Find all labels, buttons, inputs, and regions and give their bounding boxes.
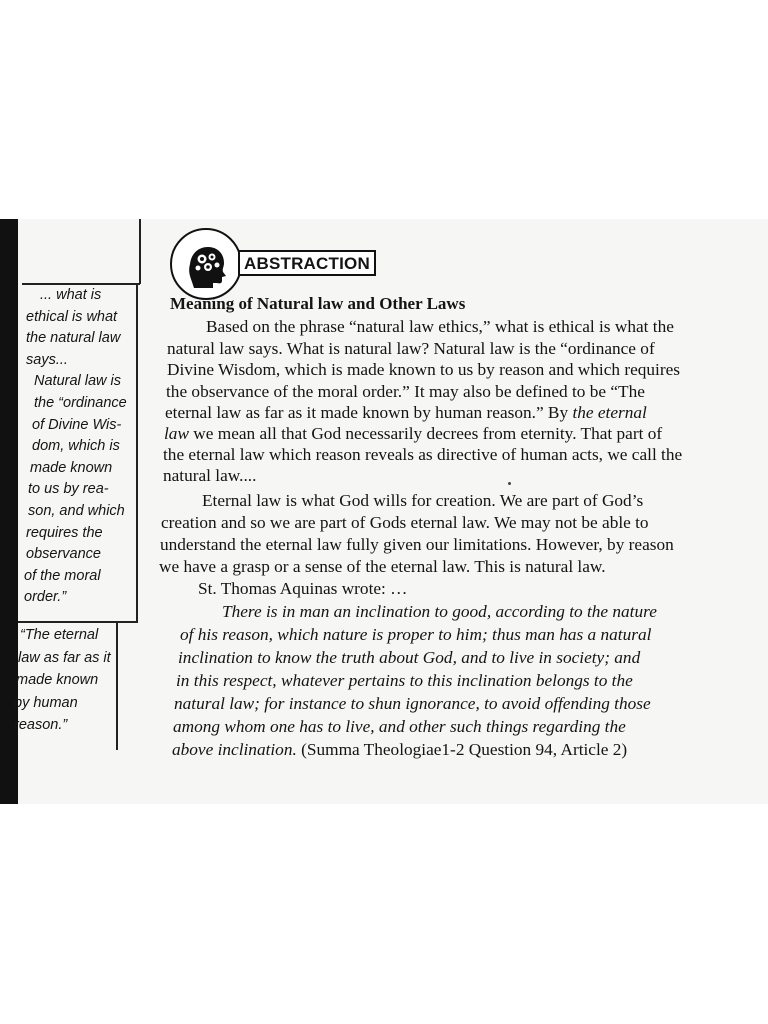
print-speck — [508, 482, 511, 485]
note-line: son, and which — [28, 502, 125, 519]
paragraph-line: Divine Wisdom, which is made known to us by reason and which requires — [167, 360, 681, 379]
quote-line — [172, 739, 627, 761]
quote-line: among whom one has to live, and other such things regarding the — [173, 717, 626, 736]
paragraph-line: natural law says. What is natural law? Natural law is the “ordinance of — [167, 339, 655, 358]
paragraph-line: understand the eternal law fully given our limitations. However, by reason — [160, 535, 674, 554]
note-line: ... what is — [40, 287, 102, 303]
note-line: Natural law is — [34, 373, 122, 390]
note-line: by human — [14, 694, 78, 711]
quote-text: above inclination. — [172, 740, 297, 759]
note-line: ethical is what — [26, 308, 118, 325]
paragraph-line: creation and so we are part of Gods eternal law. We may not be able to — [161, 513, 649, 532]
sidebar-rule-bottom — [116, 622, 118, 750]
quote-line: in this respect, whatever pertains to this inclination belongs to the — [176, 671, 633, 690]
paragraph-text: we mean all that God necessarily decrees from eternity. That part of — [188, 424, 663, 443]
quote-line: There is in man an inclination to good, according to the nature — [222, 602, 657, 621]
note-line: dom, which is — [32, 438, 120, 455]
note-line: the “ordinance — [34, 394, 127, 411]
note-line: observance — [26, 546, 101, 563]
paragraph-line: natural law.... — [163, 466, 257, 485]
section-heading: Meaning of Natural law and Other Laws — [170, 294, 466, 313]
paragraph-line — [165, 402, 647, 424]
quote-line: inclination to know the truth about God, and to live in society; and — [178, 648, 641, 667]
paragraph-line — [164, 423, 662, 445]
sidebar-rule-middle — [136, 284, 138, 622]
emphasis-text: law — [164, 424, 189, 443]
sidebar-rule-top — [139, 219, 141, 284]
paragraph-line: the eternal law which reason reveals as directive of human acts, we call the — [163, 445, 683, 464]
note-line: “The eternal — [20, 627, 99, 643]
paragraph-line: Eternal law is what God wills for creation. We are part of God’s — [202, 491, 644, 510]
sidebar-divider-2 — [18, 621, 138, 623]
note-line: requires the — [26, 524, 103, 541]
paragraph-text: eternal law as far as it made known by human reason.” By — [165, 403, 569, 422]
sidebar-note-eternal-law — [14, 624, 111, 737]
sidebar-note-definition — [24, 285, 127, 609]
paragraph-line: Based on the phrase “natural law ethics,” what is ethical is what the — [206, 317, 674, 336]
note-line: law as far as it — [18, 649, 111, 666]
quote-citation: (Summa Theologiae1-2 Question 94, Article 2) — [296, 740, 628, 759]
note-line: reason.” — [14, 717, 68, 733]
emphasis-text: the eternal — [572, 403, 647, 422]
quote-intro: St. Thomas Aquinas wrote: … — [198, 579, 408, 598]
paragraph-line: we have a grasp or a sense of the eternal law. This is natural law. — [159, 557, 606, 576]
note-line: made known — [30, 459, 113, 476]
note-line: to us by rea- — [28, 481, 109, 498]
quote-line: of his reason, which nature is proper to him; thus man has a natural — [180, 625, 652, 644]
note-line: says... — [26, 351, 68, 368]
paragraph-line: the observance of the moral order.” It may also be defined to be “The — [166, 382, 645, 401]
note-line: of the moral — [24, 567, 101, 584]
note-line: made known — [16, 672, 99, 688]
note-line: the natural law — [26, 330, 121, 347]
head-with-gears-icon — [170, 228, 242, 300]
note-line: of Divine Wis- — [32, 416, 122, 433]
note-line: order.” — [24, 589, 67, 606]
quote-line: natural law; for instance to shun ignorance, to avoid offending those — [174, 694, 651, 713]
section-badge-label: ABSTRACTION — [238, 250, 376, 276]
